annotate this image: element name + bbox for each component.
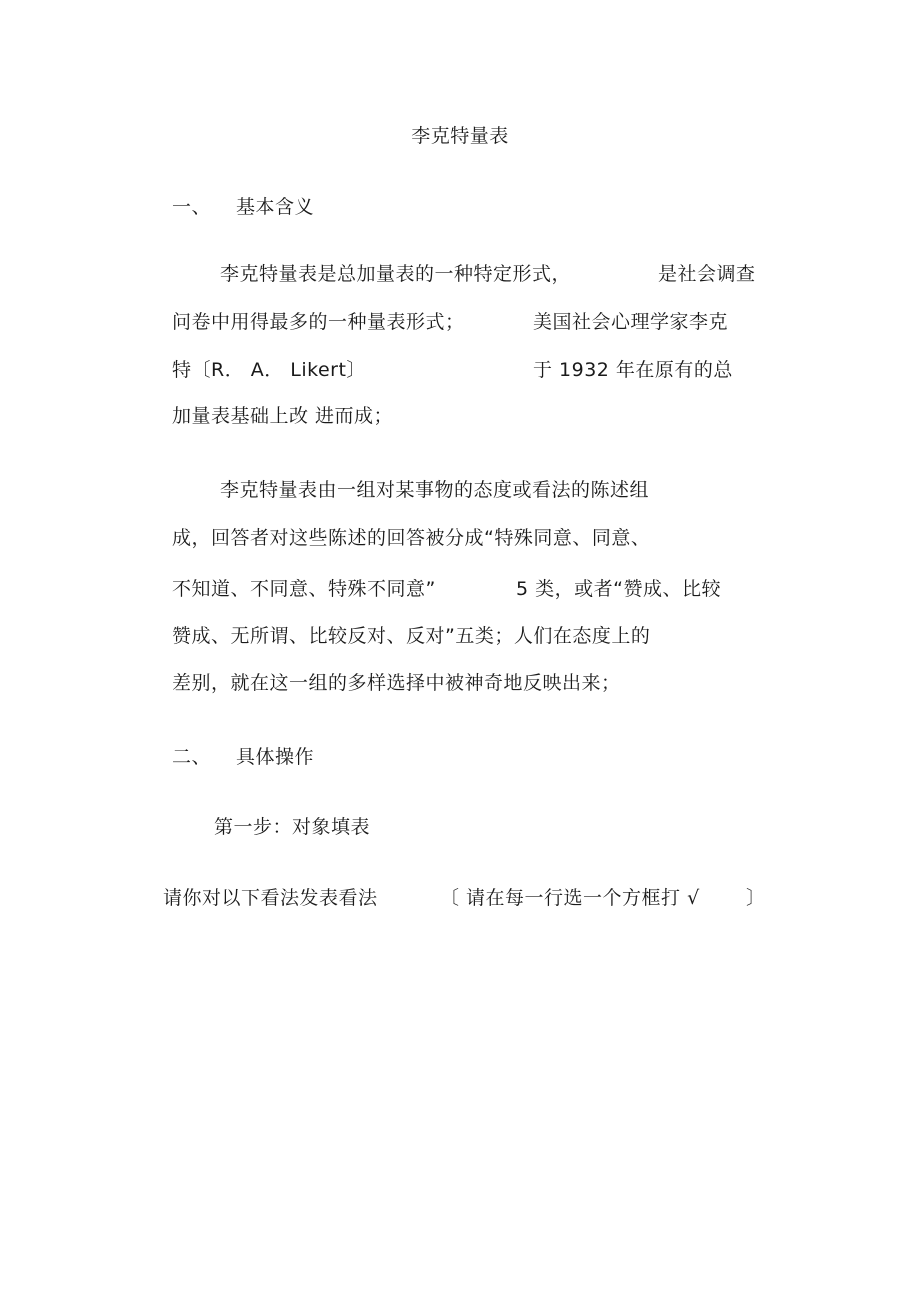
- para2-line3-b: 5 类，或者“赞成、比较: [516, 578, 721, 600]
- para1-line2-a: 问卷中用得最多的一种量表形式；: [172, 311, 465, 333]
- step1-label: 第一步：对象填表: [214, 816, 371, 838]
- para1-line2-b: 美国社会心理学家李克: [533, 311, 729, 333]
- para2-line3-a: 不知道、不同意、特殊不同意”: [172, 578, 436, 600]
- para2-line5: 差别，就在这一组的多样选择中被神奇地反映出来；: [172, 672, 621, 694]
- instruction-close-bracket: 〕: [746, 887, 766, 909]
- para1-line1-b: 是社会调查: [658, 263, 756, 285]
- section1-number: 一、: [172, 196, 212, 218]
- section2-heading: 具体操作: [236, 746, 315, 768]
- instruction-text: 请你对以下看法发表看法: [163, 887, 378, 909]
- section2-number: 二、: [172, 746, 212, 768]
- para2-line1: 李克特量表由一组对某事物的态度或看法的陈述组: [220, 479, 650, 501]
- para2-line4: 赞成、无所谓、比较反对、反对”五类；人们在态度上的: [172, 625, 651, 647]
- para1-line3-b: 于 1932 年在原有的总: [533, 359, 733, 381]
- para1-line1-a: 李克特量表是总加量表的一种特定形式，: [220, 263, 572, 285]
- section1-heading: 基本含义: [236, 196, 315, 218]
- para2-line2: 成，回答者对这些陈述的回答被分成“特殊同意、同意、: [172, 527, 651, 549]
- para1-line3-a: 特〔R． A． Likert〕: [172, 359, 366, 381]
- document-title: 李克特量表: [411, 125, 509, 147]
- para1-line4: 加量表基础上改 进而成；: [172, 405, 394, 427]
- instruction-note: 〔 请在每一行选一个方框打 √: [440, 887, 700, 909]
